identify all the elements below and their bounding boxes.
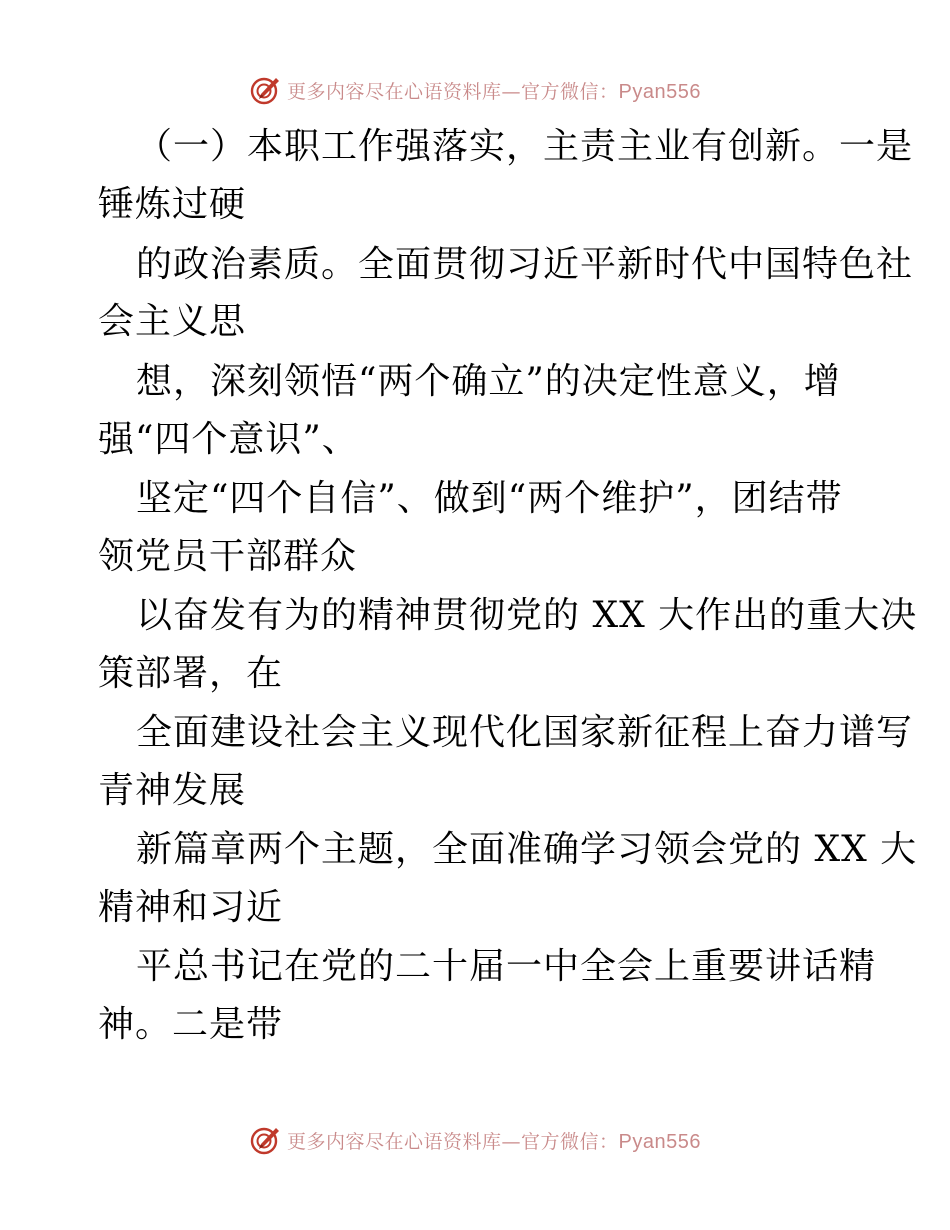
text-line: 青神发展 — [98, 770, 247, 811]
text-line: 全面建设社会主义现代化国家新征程上奋力谱写 — [136, 712, 914, 753]
text-line: 以奋发有为的精神贯彻党的 XX 大作出的重大决 — [136, 595, 918, 636]
watermark-wechat-id: Pyan556 — [618, 80, 701, 103]
pen-logo-icon — [249, 1124, 281, 1156]
text-line: 的政治素质。全面贯彻习近平新时代中国特色社 — [136, 244, 914, 285]
text-line: 强“四个意识”、 — [98, 419, 359, 460]
watermark-header — [0, 70, 950, 110]
text-line: 精神和习近 — [98, 887, 284, 928]
text-line: 新篇章两个主题，全面准确学习领会党的 XX 大 — [136, 829, 918, 870]
text-line: 平总书记在党的二十届一中全会上重要讲话精 — [136, 946, 877, 987]
text-line: 想，深刻领悟“两个确立”的决定性意义，增 — [136, 361, 841, 402]
text-line: 锤炼过硬 — [98, 184, 247, 225]
text-line: 领党员干部群众 — [98, 536, 358, 577]
text-line: 坚定“四个自信”、做到“两个维护”，团结带 — [136, 478, 843, 519]
watermark-footer — [0, 1120, 950, 1160]
text-line: （一）本职工作强落实，主责主业有创新。一是 — [136, 126, 914, 167]
watermark-wechat-id: Pyan556 — [618, 1130, 701, 1153]
watermark-text: 更多内容尽在心语资料库—官方微信：Pyan556 — [287, 80, 701, 103]
text-line: 神。二是带 — [98, 1004, 284, 1045]
text-line: 会主义思 — [98, 301, 247, 342]
watermark-text: 更多内容尽在心语资料库—官方微信：Pyan556 — [287, 1130, 701, 1153]
pen-logo-icon — [249, 74, 281, 106]
text-line: 策部署，在 — [98, 653, 284, 694]
